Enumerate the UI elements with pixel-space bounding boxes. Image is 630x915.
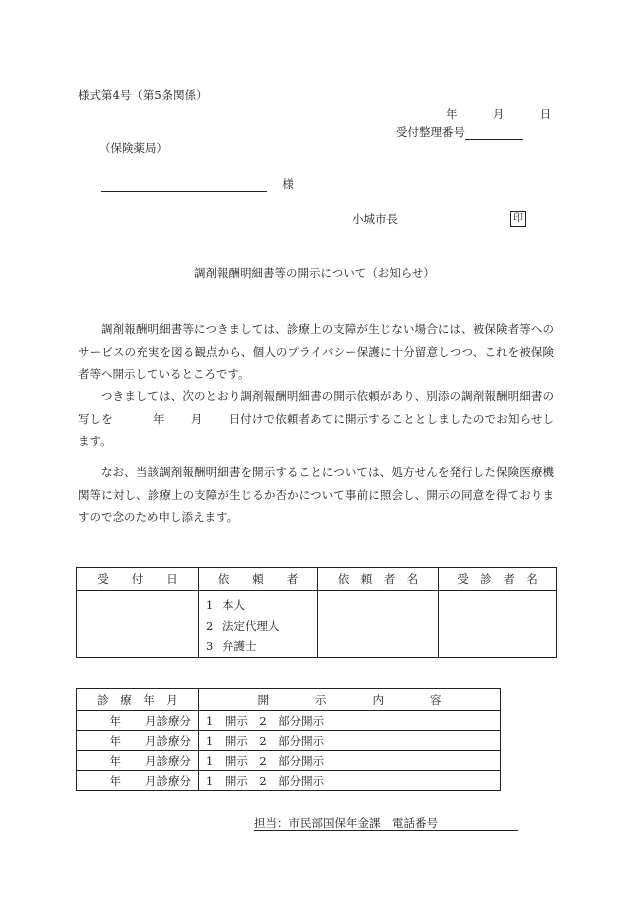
request-table bbox=[76, 567, 557, 658]
request-table-row bbox=[77, 591, 557, 658]
form-number-label: 様式第4号（第5条関係） bbox=[78, 88, 208, 102]
paragraph-3-text: なお、当該調剤報酬明細書を開示することについては、処方せんを発行した保険医療機関等に対し、診療上の支障が生じるか否かについて事前に照会し、開示の同意を得ておりますので念のため申し添えます。 bbox=[78, 465, 554, 524]
paragraph-2-part-b: 日付けで依頼者あてに開示することとしましたのでお知らせします。 bbox=[78, 411, 555, 448]
table-row bbox=[77, 731, 501, 751]
paragraph-1 bbox=[78, 318, 554, 386]
header-disclosure-content: 開 示 内 容 bbox=[199, 689, 501, 711]
pharmacy-label: （保険薬局） bbox=[99, 141, 168, 155]
disclosure-table-header bbox=[77, 689, 501, 711]
table-row bbox=[77, 751, 501, 771]
requester-cell bbox=[199, 591, 318, 658]
addressee-line bbox=[101, 176, 294, 192]
treatment-month-cell: 年 月診療分 bbox=[77, 771, 199, 791]
table-row bbox=[77, 711, 501, 731]
header-treatment-month: 診 療 年 月 bbox=[77, 689, 199, 711]
paragraph-2-year: 年 bbox=[152, 411, 165, 426]
disclosure-content-cell: 1 開示 2 部分開示 bbox=[199, 711, 501, 731]
date-line bbox=[446, 106, 551, 122]
contact-label: 担当：市民部国保年金課 電話番号 bbox=[254, 816, 438, 830]
request-table-header bbox=[77, 568, 557, 591]
month-label: 月 bbox=[492, 107, 505, 121]
requester-options bbox=[199, 591, 317, 657]
contact-line bbox=[254, 815, 518, 831]
treatment-month-cell: 年 月診療分 bbox=[77, 711, 199, 731]
received-date-cell[interactable] bbox=[77, 591, 199, 658]
paragraph-2 bbox=[78, 385, 554, 453]
disclosure-table bbox=[76, 688, 501, 791]
paragraph-1-text: 調剤報酬明細書等につきましては、診療上の支障が生じない場合には、被保険者等へのサービスの充実を図る観点から、個人のプライバシー保護に十分留意しつつ、これを被保険者等へ開示しているところです。 bbox=[78, 322, 554, 381]
header-requester: 依 頼 者 bbox=[199, 568, 318, 591]
header-patient-name: 受 診 者 名 bbox=[439, 568, 557, 591]
patient-name-cell[interactable] bbox=[439, 591, 557, 658]
header-received-date: 受 付 日 bbox=[77, 568, 199, 591]
table-row bbox=[77, 771, 501, 791]
disclosure-content-cell: 1 開示 2 部分開示 bbox=[199, 731, 501, 751]
year-label: 年 bbox=[446, 107, 458, 121]
contact-underline bbox=[254, 815, 518, 831]
seal-mark bbox=[510, 210, 526, 227]
treatment-month-cell: 年 月診療分 bbox=[77, 751, 199, 771]
seal-icon: 印 bbox=[510, 211, 526, 227]
mayor-label: 小城市長 bbox=[352, 212, 398, 226]
sama-label: 様 bbox=[282, 177, 294, 191]
requester-option: 3 弁護士 bbox=[206, 639, 257, 653]
paragraph-2-part-a: つきましては、次のとおり調剤報酬明細書の開示依頼があり、別添の調剤報酬明細書の写しを bbox=[78, 389, 554, 426]
paragraph-2-text bbox=[78, 385, 554, 453]
paragraph-2-month: 月 bbox=[190, 411, 203, 426]
requester-option: 1 本人 bbox=[206, 598, 245, 612]
document-title: 調剤報酬明細書等の開示について（お知らせ） bbox=[194, 266, 435, 280]
disclosure-content-cell: 1 開示 2 部分開示 bbox=[199, 771, 501, 791]
requester-name-cell[interactable] bbox=[318, 591, 439, 658]
receipt-number-label: 受付整理番号 bbox=[396, 125, 465, 139]
day-label: 日 bbox=[539, 107, 552, 121]
requester-option: 2 法定代理人 bbox=[206, 618, 280, 633]
paragraph-3 bbox=[78, 461, 554, 529]
receipt-number-line bbox=[396, 124, 523, 140]
addressee-blank bbox=[101, 179, 267, 192]
treatment-month-cell: 年 月診療分 bbox=[77, 731, 199, 751]
header-requester-name: 依 頼 者 名 bbox=[318, 568, 439, 591]
disclosure-content-cell: 1 開示 2 部分開示 bbox=[199, 751, 501, 771]
receipt-number-blank bbox=[465, 126, 523, 140]
